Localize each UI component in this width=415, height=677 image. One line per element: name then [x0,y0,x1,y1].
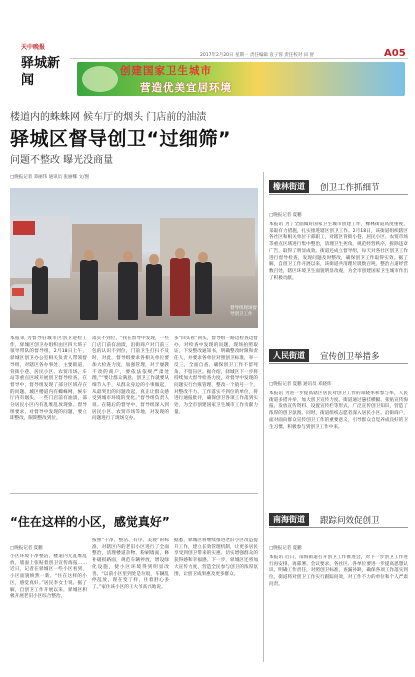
banner-graphic [82,66,118,92]
box2-tag: 人民街道 [269,349,309,362]
photo-person-head [84,250,94,261]
box1-title: 创卫工作抓细节 [320,183,380,193]
box3-tag: 南海街道 [269,513,309,526]
feature-body-col-3: 据悉，驿城区将继续推进老旧小区改造提升工作，建立长效管理机制，让更多居民享受到创卫带来的实惠，切实增强群众的获得感和幸福感。下一步，驿城区还将加大宣传力度，营造全民参与创卫的浓厚氛围，让创卫成果惠及更多群众。 [174,538,258,577]
box2-title: 宣传创卫举措多 [320,352,380,362]
photo-person [146,264,162,316]
box1-rule [269,194,408,195]
photo-person [80,260,98,320]
lead-photo [10,188,258,328]
lead-body-col-1: 本报讯 为督导驻城市区创卫迎检工作，驿城区创卫办组织由区四大班子领导带队的督导组，2月18日上午，驿城区创卫办公室相关负责人带领督导组，对辖区各办事处、主要街道、背街小巷、居民小区、农贸市场、车站等重点区域开展创卫督导检查。在督导中，督导组发现了部分区域存在的问题。城区楼道内有蜘蛛网，候车厅内有烟头，一些门店前有油渍，部分居民小区内有乱堆乱放现象。督导组要求，对督导中发现的问题，要立即整改，限期整改到位。 [10,336,87,422]
lead-body-col-2: 落实不到位，“我在督导中发现，一些门店门前有油渍，沿街商户对门前三包的认识不到位，门前卫生打扫不及时，对此，督导组要求各相关单位要加大检查力度，加强管理，对于屡教不改的商户，要依法依规严肃处理。”“要让群众满意，创卫工作就要从细节入手，从群众身边的小事做起，从最突出的问题改起，真正让群众感受到城市环境的变化。”督导组负责人说。在随后的督导中，督导组深入到居民小区、农贸市场等地，对发现的问题进行了现场交办。 [92,336,169,422]
photo-caption: 督导组现场督导创卫工作 [230,306,257,317]
photo-person [195,262,212,314]
newspaper-logo: 天中晚报 [21,44,46,51]
section-divider [10,493,258,494]
photo-person [118,262,138,320]
banner-line-2: 营造优美宜居环境 [140,82,232,94]
header-rule [70,58,408,59]
box2-body: 本报讯 为进一步提高辖区居民对创卫工作的知晓率和参与率，人民街道多措并举，加大创卫宣传力度。街道通过悬挂横幅、张贴宣传海报、发放宣传资料、设置宣传栏等形式，广泛宣传创卫知识，营造了浓厚的创卫氛围。同时，街道组织志愿者深入居民小区、沿街商户，面对面向群众宣传创卫工作的重要意义，引导群众自觉养成良好的卫生习惯，积极参与到创卫工作中来。 [269,391,408,430]
column-divider [263,172,264,662]
box2-rule [269,363,408,364]
photo-person [32,266,48,314]
section-title: 驿城新闻 [21,56,61,88]
date-line: 2017年2月20日 星期一 责任编辑 袁子蓉 责任校对 田 舒 [200,53,315,58]
box3-rule [269,527,408,528]
lead-headline: 驿城区督导创卫“过细筛” [10,128,231,150]
box2-byline: □晚报记者 夏鹏 通讯员 邓晓炜 [269,382,332,387]
lead-subhead: 问题不整改 曝光没商量 [10,155,114,166]
page-number: A05 [384,48,406,59]
feature-body-col-1: 小区环境干净整洁，楼道内无乱堆乱放，墙面上张贴着创卫宣传海报……近日，记者在驿城区一些小区看到，小区面貌焕然一新。“住在这样的小区，感觉真好。”居民李女士说。据了解，自创卫工作开展以来，驿城区积极开展老旧小区综合整治， [10,554,87,600]
feature-byline: □晚报记者 夏鹏 [10,546,43,551]
feature-headline: “住在这样的小区，感觉真好” [10,515,170,529]
banner-line-1: 创建国家卫生城市 [120,65,212,77]
photo-person-head [198,252,208,263]
box3-byline: □晚报记者 夏鹏 [269,546,302,551]
photo-person [170,258,190,316]
photo-shop-sign [13,221,35,235]
box1-byline: □晚报记者 夏鹏 [269,213,302,218]
box1-tag: 橡林街道 [269,180,309,193]
photo-person-head [149,254,159,265]
photo-person-head [35,258,44,268]
photo-person-head [175,248,185,259]
box3-title: 跟踪问效促创卫 [320,516,380,526]
box3-body: 本报讯 近日，南海街道召开创卫工作推进会，对下一步创卫工作进行再安排、再部署。会议要求，各社区、各单位要进一步提高思想认识，明确工作责任，对照创卫标准，查漏补缺，确保各项工作落实到位。街道将对创卫工作实行跟踪问效，对工作不力的单位和个人严肃问责。 [269,555,408,587]
lead-body-col-3: 多“回头看”回头，督导组一路边检查边督办，对检查中发现的问题，现场拍照取证，下发整改通知书，明确整改时限和责任人，并要求各单位对照创卫标准，举一反三，全面自查，确保创卫工作不留死角、不留盲区。据介绍，驿城区下一步将持续加大督导检查力度，对督导中发现的问题实行台账管理，整改一个销号一个，对整改不力、工作落实不到位的单位，将进行通报批评，确保创卫各项工作落到实处，为全市创建国家卫生城市工作贡献力量。 [174,336,258,415]
lead-kicker: 楼道内的蛛蛛网 候车厅的烟头 门店前的油渍 [10,112,207,123]
lead-byline: □晚报记者 邓丽伟 通讯员 张丽娜 文/图 [10,175,89,180]
photo-car [12,288,24,296]
photo-person-head [123,251,133,262]
box1-body: 本报讯 为了全面做好国家卫生城市创建工作，橡林街道高度重视，采取有力措施，扎实推进辖区创卫工作。2月18日，该街道组织辖区各社区和相关单位干部职工，对辖区背街小巷、居民小区、农贸市场等重点区域进行集中整治，清理卫生死角，规范经营秩序，拆除违章广告，取得了明显成效。街道还成立督导组，每天对各社区创卫工作进行督导检查，发现问题及时整改，确保创卫工作取得实效。据了解，自创卫工作开展以来，该街道共清理垃圾数百吨，整治占道经营数百处，辖区环境卫生面貌明显改观，为全市创建国家卫生城市作出了积极贡献。 [269,222,408,281]
feature-body-col-2: 按照“干净、整洁、有序、美观”的标准，对辖区内的老旧小区进行了全面整治，清理楼道杂物，粉刷墙面，修补破损路面，规范车辆停放，增设绿化设施，使小区环境得到明显改善。“以前小区里到处是垃圾，车辆乱停乱放，现在变了样，住着舒心多了。”家住该小区的王大爷高兴地说。 [92,538,169,590]
